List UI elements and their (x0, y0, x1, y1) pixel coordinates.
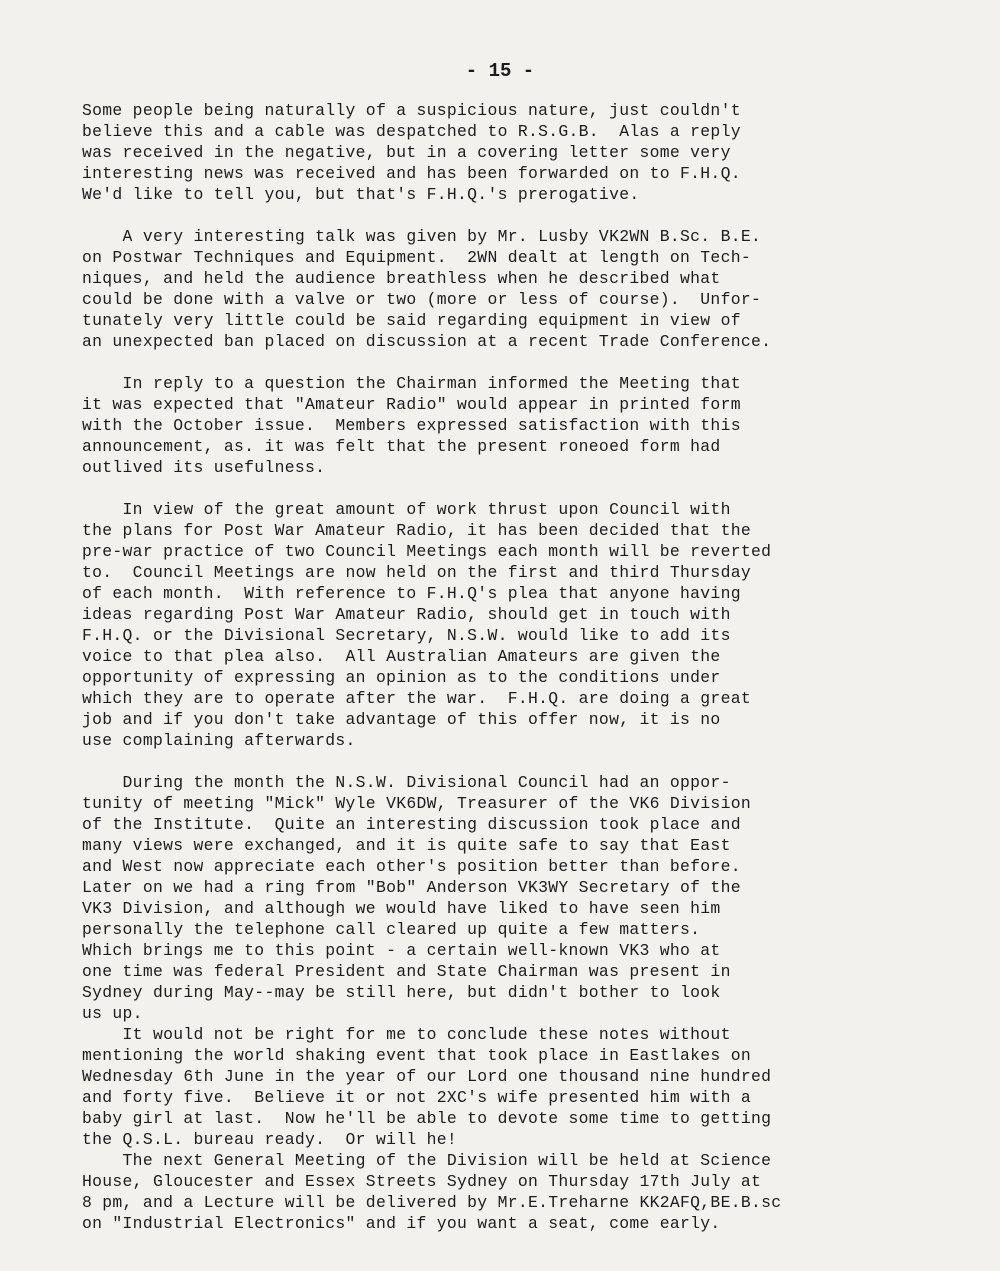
body-text (82, 100, 781, 1234)
text-line: believe this and a cable was despatched to R.S.G.B. Alas a reply (82, 122, 741, 141)
paragraph-rsgb-cable (82, 100, 781, 205)
text-line: outlived its usefulness. (82, 458, 326, 477)
text-line: Wednesday 6th June in the year of our Lord one thousand nine hundred (82, 1067, 772, 1086)
paragraph-amateur-radio-printed (82, 373, 781, 478)
paragraph-next-meeting (82, 1150, 781, 1234)
text-line: ideas regarding Post War Amateur Radio, should get in touch with (82, 605, 731, 624)
text-line: pre-war practice of two Council Meetings each month will be reverted (82, 542, 772, 561)
text-line: job and if you don't take advantage of this offer now, it is no (82, 710, 721, 729)
text-line: In view of the great amount of work thrust upon Council with (82, 500, 731, 519)
text-line: of the Institute. Quite an interesting discussion took place and (82, 815, 741, 834)
text-line: The next General Meeting of the Division will be held at Science (82, 1151, 772, 1170)
text-line: In reply to a question the Chairman informed the Meeting that (82, 374, 741, 393)
text-line: tunately very little could be said regarding equipment in view of (82, 311, 741, 330)
text-line: 8 pm, and a Lecture will be delivered by Mr.E.Treharne KK2AFQ,BE.B.sc (82, 1193, 782, 1212)
text-line: opportunity of expressing an opinion as to the conditions under (82, 668, 721, 687)
text-line: Sydney during May--may be still here, but didn't bother to look (82, 983, 721, 1002)
text-line: it was expected that "Amateur Radio" would appear in printed form (82, 395, 741, 414)
text-line: niques, and held the audience breathless when he described what (82, 269, 721, 288)
paragraph-eastlakes-event (82, 1024, 781, 1150)
text-line: During the month the N.S.W. Divisional Council had an oppor- (82, 773, 731, 792)
text-line: tunity of meeting "Mick" Wyle VK6DW, Treasurer of the VK6 Division (82, 794, 751, 813)
page-number: - 15 - (465, 60, 535, 82)
text-line: use complaining afterwards. (82, 731, 356, 750)
text-line: on Postwar Techniques and Equipment. 2WN dealt at length on Tech- (82, 248, 751, 267)
text-line: personally the telephone call cleared up quite a few matters. (82, 920, 701, 939)
text-line: interesting news was received and has been forwarded on to F.H.Q. (82, 164, 741, 183)
text-line: an unexpected ban placed on discussion at a recent Trade Conference. (82, 332, 772, 351)
text-line: and West now appreciate each other's position better than before. (82, 857, 741, 876)
text-line: with the October issue. Members expressed satisfaction with this (82, 416, 741, 435)
text-line: voice to that plea also. All Australian Amateurs are given the (82, 647, 721, 666)
text-line: mentioning the world shaking event that took place in Eastlakes on (82, 1046, 751, 1065)
text-line: It would not be right for me to conclude these notes without (82, 1025, 731, 1044)
text-line: Which brings me to this point - a certain well-known VK3 who at (82, 941, 721, 960)
text-line: the plans for Post War Amateur Radio, it has been decided that the (82, 521, 751, 540)
text-line: was received in the negative, but in a covering letter some very (82, 143, 731, 162)
text-line: of each month. With reference to F.H.Q's plea that anyone having (82, 584, 741, 603)
text-line: VK3 Division, and although we would have liked to have seen him (82, 899, 721, 918)
text-line: on "Industrial Electronics" and if you want a seat, come early. (82, 1214, 721, 1233)
paragraph-council-meetings (82, 499, 781, 751)
text-line: A very interesting talk was given by Mr. Lusby VK2WN B.Sc. B.E. (82, 227, 762, 246)
text-line: to. Council Meetings are now held on the first and third Thursday (82, 563, 751, 582)
text-line: which they are to operate after the war. F.H.Q. are doing a great (82, 689, 751, 708)
text-line: us up. (82, 1004, 143, 1023)
text-line: many views were exchanged, and it is quite safe to say that East (82, 836, 731, 855)
text-line: and forty five. Believe it or not 2XC's wife presented him with a (82, 1088, 751, 1107)
text-line: We'd like to tell you, but that's F.H.Q.'s prerogative. (82, 185, 640, 204)
paragraph-lusby-talk (82, 226, 781, 352)
paragraph-divisional-council (82, 772, 781, 1024)
text-line: House, Gloucester and Essex Streets Sydney on Thursday 17th July at (82, 1172, 762, 1191)
text-line: F.H.Q. or the Divisional Secretary, N.S.W. would like to add its (82, 626, 731, 645)
text-line: baby girl at last. Now he'll be able to devote some time to getting (82, 1109, 772, 1128)
text-line: one time was federal President and State Chairman was present in (82, 962, 731, 981)
text-line: Some people being naturally of a suspicious nature, just couldn't (82, 101, 741, 120)
text-line: the Q.S.L. bureau ready. Or will he! (82, 1130, 458, 1149)
text-line: could be done with a valve or two (more or less of course). Unfor- (82, 290, 762, 309)
text-line: announcement, as. it was felt that the present roneoed form had (82, 437, 721, 456)
text-line: Later on we had a ring from "Bob" Anderson VK3WY Secretary of the (82, 878, 741, 897)
